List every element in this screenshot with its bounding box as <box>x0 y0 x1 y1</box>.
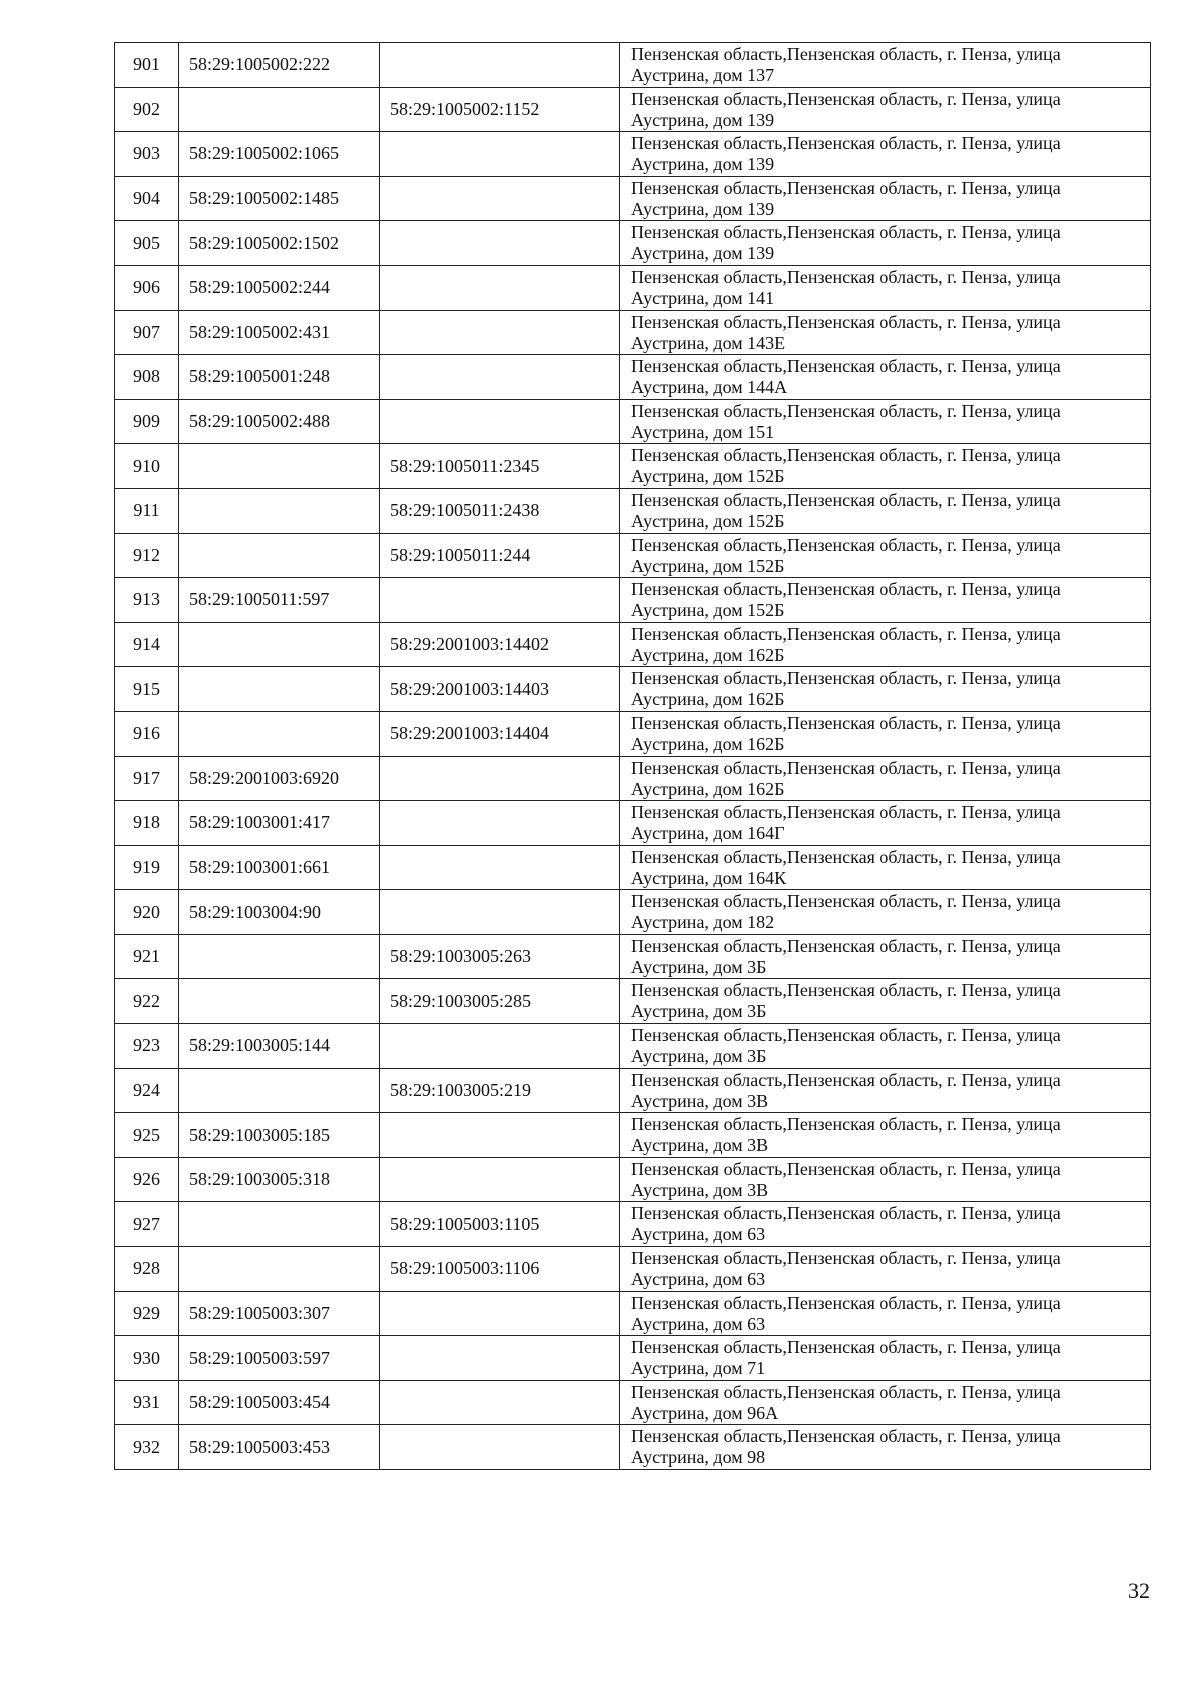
row-number-cell: 921 <box>115 934 179 979</box>
object-cadastral-cell <box>380 265 620 310</box>
address-line-2: Аустрина, дом 152Б <box>631 510 785 531</box>
table-row <box>115 801 1151 846</box>
address-line-1: Пензенская область,Пензенская область, г. Пенза, улица <box>631 400 1061 421</box>
land-cadastral-cell: 58:29:2001003:6920 <box>179 756 380 801</box>
address-cell <box>620 310 1151 355</box>
table-row <box>115 711 1151 756</box>
row-number-cell: 910 <box>115 444 179 489</box>
address-line-1: Пензенская область,Пензенская область, г. Пенза, улица <box>631 222 1061 243</box>
address-line-1: Пензенская область,Пензенская область, г. Пенза, улица <box>631 668 1061 689</box>
land-cadastral-cell <box>179 711 380 756</box>
object-cadastral-cell <box>380 1113 620 1158</box>
address-line-2: Аустрина, дом 144А <box>631 377 788 398</box>
address-line-1: Пензенская область,Пензенская область, г. Пенза, улица <box>631 445 1061 466</box>
object-cadastral-cell: 58:29:1003005:219 <box>380 1068 620 1113</box>
row-number-cell: 905 <box>115 221 179 266</box>
land-cadastral-cell <box>179 979 380 1024</box>
table-row <box>115 756 1151 801</box>
address-line-2: Аустрина, дом 141 <box>631 287 775 308</box>
address-cell <box>620 756 1151 801</box>
address-cell <box>620 1202 1151 1247</box>
land-cadastral-cell: 58:29:1005002:1502 <box>179 221 380 266</box>
table-row <box>115 1113 1151 1158</box>
object-cadastral-cell: 58:29:1005011:2438 <box>380 488 620 533</box>
address-cell <box>620 43 1151 88</box>
address-line-1: Пензенская область,Пензенская область, г. Пенза, улица <box>631 266 1061 287</box>
table-row <box>115 1202 1151 1247</box>
address-cell <box>620 1068 1151 1113</box>
object-cadastral-cell <box>380 1291 620 1336</box>
address-cell <box>620 1247 1151 1292</box>
row-number-cell: 924 <box>115 1068 179 1113</box>
row-number-cell: 917 <box>115 756 179 801</box>
land-cadastral-cell: 58:29:1003005:144 <box>179 1024 380 1069</box>
address-line-1: Пензенская область,Пензенская область, г. Пенза, улица <box>631 1337 1061 1358</box>
address-line-1: Пензенская область,Пензенская область, г. Пенза, улица <box>631 802 1061 823</box>
row-number-cell: 902 <box>115 87 179 132</box>
address-line-1: Пензенская область,Пензенская область, г. Пенза, улица <box>631 88 1061 109</box>
land-cadastral-cell: 58:29:1005003:307 <box>179 1291 380 1336</box>
table-row <box>115 399 1151 444</box>
row-number-cell: 911 <box>115 488 179 533</box>
land-cadastral-cell: 58:29:1005002:1065 <box>179 132 380 177</box>
land-cadastral-cell <box>179 533 380 578</box>
land-cadastral-cell <box>179 1202 380 1247</box>
land-cadastral-cell: 58:29:1005002:222 <box>179 43 380 88</box>
table-row <box>115 1024 1151 1069</box>
object-cadastral-cell <box>380 890 620 935</box>
page-number: 32 <box>1128 1578 1150 1603</box>
object-cadastral-cell <box>380 1336 620 1381</box>
table-row <box>115 578 1151 623</box>
object-cadastral-cell <box>380 310 620 355</box>
address-cell <box>620 1024 1151 1069</box>
address-cell <box>620 667 1151 712</box>
object-cadastral-cell: 58:29:1005011:2345 <box>380 444 620 489</box>
address-cell <box>620 221 1151 266</box>
address-cell <box>620 890 1151 935</box>
address-cell <box>620 132 1151 177</box>
row-number-cell: 908 <box>115 355 179 400</box>
row-number-cell: 929 <box>115 1291 179 1336</box>
object-cadastral-cell <box>380 1157 620 1202</box>
address-cell <box>620 622 1151 667</box>
address-line-1: Пензенская область,Пензенская область, г. Пенза, улица <box>631 133 1061 154</box>
table-row <box>115 622 1151 667</box>
table-row <box>115 1157 1151 1202</box>
address-line-2: Аустрина, дом 63 <box>631 1269 766 1290</box>
address-cell <box>620 979 1151 1024</box>
address-line-2: Аустрина, дом 162Б <box>631 778 785 799</box>
address-line-1: Пензенская область,Пензенская область, г. Пенза, улица <box>631 757 1061 778</box>
table-row <box>115 1068 1151 1113</box>
address-line-1: Пензенская область,Пензенская область, г. Пенза, улица <box>631 489 1061 510</box>
row-number-cell: 923 <box>115 1024 179 1069</box>
address-line-2: Аустрина, дом 151 <box>631 421 775 442</box>
address-line-2: Аустрина, дом 162Б <box>631 644 785 665</box>
table-row <box>115 1425 1151 1470</box>
address-line-2: Аустрина, дом 152Б <box>631 466 785 487</box>
row-number-cell: 912 <box>115 533 179 578</box>
address-line-1: Пензенская область,Пензенская область, г. Пенза, улица <box>631 1069 1061 1090</box>
table-body <box>115 43 1151 1470</box>
row-number-cell: 914 <box>115 622 179 667</box>
object-cadastral-cell: 58:29:1003005:285 <box>380 979 620 1024</box>
address-cell <box>620 845 1151 890</box>
land-cadastral-cell: 58:29:1003001:661 <box>179 845 380 890</box>
object-cadastral-cell: 58:29:1005003:1105 <box>380 1202 620 1247</box>
row-number-cell: 915 <box>115 667 179 712</box>
land-cadastral-cell <box>179 1247 380 1292</box>
land-cadastral-cell: 58:29:1005002:488 <box>179 399 380 444</box>
address-cell <box>620 533 1151 578</box>
land-cadastral-cell <box>179 934 380 979</box>
address-line-2: Аустрина, дом 71 <box>631 1358 766 1379</box>
object-cadastral-cell: 58:29:2001003:14404 <box>380 711 620 756</box>
land-cadastral-cell: 58:29:1005003:597 <box>179 1336 380 1381</box>
address-cell <box>620 399 1151 444</box>
address-line-2: Аустрина, дом 162Б <box>631 733 785 754</box>
row-number-cell: 920 <box>115 890 179 935</box>
address-line-2: Аустрина, дом 63 <box>631 1224 766 1245</box>
address-cell <box>620 1336 1151 1381</box>
object-cadastral-cell: 58:29:1003005:263 <box>380 934 620 979</box>
land-cadastral-cell: 58:29:1005002:431 <box>179 310 380 355</box>
address-line-1: Пензенская область,Пензенская область, г. Пенза, улица <box>631 846 1061 867</box>
address-cell <box>620 711 1151 756</box>
row-number-cell: 906 <box>115 265 179 310</box>
object-cadastral-cell: 58:29:1005003:1106 <box>380 1247 620 1292</box>
object-cadastral-cell <box>380 1024 620 1069</box>
address-cell <box>620 488 1151 533</box>
address-line-2: Аустрина, дом 3Б <box>631 956 767 977</box>
table-row <box>115 221 1151 266</box>
object-cadastral-cell: 58:29:2001003:14403 <box>380 667 620 712</box>
table-row <box>115 265 1151 310</box>
land-cadastral-cell: 58:29:1003001:417 <box>179 801 380 846</box>
table-row <box>115 444 1151 489</box>
row-number-cell: 916 <box>115 711 179 756</box>
object-cadastral-cell <box>380 756 620 801</box>
object-cadastral-cell: 58:29:1005002:1152 <box>380 87 620 132</box>
address-line-1: Пензенская область,Пензенская область, г. Пенза, улица <box>631 1203 1061 1224</box>
address-line-2: Аустрина, дом 3В <box>631 1135 769 1156</box>
land-cadastral-cell: 58:29:1005001:248 <box>179 355 380 400</box>
address-line-1: Пензенская область,Пензенская область, г. Пенза, улица <box>631 1426 1061 1447</box>
land-cadastral-cell: 58:29:1005002:244 <box>179 265 380 310</box>
address-line-2: Аустрина, дом 139 <box>631 109 775 130</box>
land-cadastral-cell <box>179 667 380 712</box>
address-line-2: Аустрина, дом 139 <box>631 243 775 264</box>
address-line-2: Аустрина, дом 139 <box>631 154 775 175</box>
address-line-2: Аустрина, дом 137 <box>631 65 775 85</box>
row-number-cell: 913 <box>115 578 179 623</box>
address-line-2: Аустрина, дом 152Б <box>631 600 785 621</box>
address-line-1: Пензенская область,Пензенская область, г. Пенза, улица <box>631 980 1061 1001</box>
address-line-1: Пензенская область,Пензенская область, г. Пенза, улица <box>631 534 1061 555</box>
land-cadastral-cell: 58:29:1003005:185 <box>179 1113 380 1158</box>
table-row <box>115 355 1151 400</box>
table-row <box>115 979 1151 1024</box>
row-number-cell: 928 <box>115 1247 179 1292</box>
address-cell <box>620 265 1151 310</box>
row-number-cell: 901 <box>115 43 179 88</box>
land-cadastral-cell: 58:29:1003005:318 <box>179 1157 380 1202</box>
object-cadastral-cell <box>380 801 620 846</box>
land-cadastral-cell <box>179 622 380 667</box>
row-number-cell: 925 <box>115 1113 179 1158</box>
table-row <box>115 934 1151 979</box>
address-cell <box>620 1291 1151 1336</box>
land-cadastral-cell: 58:29:1005003:454 <box>179 1380 380 1425</box>
row-number-cell: 903 <box>115 132 179 177</box>
table-row <box>115 890 1151 935</box>
row-number-cell: 926 <box>115 1157 179 1202</box>
address-line-1: Пензенская область,Пензенская область, г. Пенза, улица <box>631 623 1061 644</box>
land-cadastral-cell <box>179 87 380 132</box>
address-line-1: Пензенская область,Пензенская область, г. Пенза, улица <box>631 579 1061 600</box>
address-cell <box>620 934 1151 979</box>
object-cadastral-cell <box>380 845 620 890</box>
address-line-2: Аустрина, дом 96А <box>631 1402 779 1423</box>
row-number-cell: 927 <box>115 1202 179 1247</box>
address-line-2: Аустрина, дом 164К <box>631 867 787 888</box>
row-number-cell: 922 <box>115 979 179 1024</box>
address-cell <box>620 1425 1151 1470</box>
address-line-1: Пензенская область,Пензенская область, г. Пенза, улица <box>631 1114 1061 1135</box>
land-cadastral-cell <box>179 1068 380 1113</box>
object-cadastral-cell <box>380 399 620 444</box>
row-number-cell: 907 <box>115 310 179 355</box>
object-cadastral-cell <box>380 355 620 400</box>
object-cadastral-cell: 58:29:1005011:244 <box>380 533 620 578</box>
address-cell <box>620 87 1151 132</box>
row-number-cell: 904 <box>115 176 179 221</box>
address-line-2: Аустрина, дом 162Б <box>631 689 785 710</box>
address-line-2: Аустрина, дом 3В <box>631 1179 769 1200</box>
address-line-2: Аустрина, дом 143Е <box>631 332 786 353</box>
address-cell <box>620 176 1151 221</box>
object-cadastral-cell <box>380 132 620 177</box>
address-line-1: Пензенская область,Пензенская область, г. Пенза, улица <box>631 935 1061 956</box>
address-line-1: Пензенская область,Пензенская область, г. Пенза, улица <box>631 1292 1061 1313</box>
table-row <box>115 533 1151 578</box>
row-number-cell: 930 <box>115 1336 179 1381</box>
table-row <box>115 1247 1151 1292</box>
address-line-1: Пензенская область,Пензенская область, г. Пенза, улица <box>631 712 1061 733</box>
row-number-cell: 931 <box>115 1380 179 1425</box>
table-row <box>115 1336 1151 1381</box>
land-cadastral-cell <box>179 488 380 533</box>
address-line-2: Аустрина, дом 3Б <box>631 1001 767 1022</box>
row-number-cell: 932 <box>115 1425 179 1470</box>
address-cell <box>620 355 1151 400</box>
address-line-2: Аустрина, дом 182 <box>631 912 775 933</box>
address-line-1: Пензенская область,Пензенская область, г. Пенза, улица <box>631 1025 1061 1046</box>
address-cell <box>620 801 1151 846</box>
object-cadastral-cell <box>380 1380 620 1425</box>
object-cadastral-cell <box>380 43 620 88</box>
address-cell <box>620 1113 1151 1158</box>
address-line-1: Пензенская область,Пензенская область, г. Пенза, улица <box>631 44 1061 64</box>
address-cell <box>620 1380 1151 1425</box>
address-line-2: Аустрина, дом 3В <box>631 1090 769 1111</box>
address-line-2: Аустрина, дом 63 <box>631 1313 766 1334</box>
table-row <box>115 667 1151 712</box>
address-line-1: Пензенская область,Пензенская область, г. Пенза, улица <box>631 311 1061 332</box>
land-cadastral-cell: 58:29:1005011:597 <box>179 578 380 623</box>
object-cadastral-cell <box>380 221 620 266</box>
row-number-cell: 919 <box>115 845 179 890</box>
table-row <box>115 87 1151 132</box>
object-cadastral-cell: 58:29:2001003:14402 <box>380 622 620 667</box>
table-row <box>115 1380 1151 1425</box>
table-row <box>115 1291 1151 1336</box>
address-line-1: Пензенская область,Пензенская область, г. Пенза, улица <box>631 356 1061 377</box>
table-row <box>115 310 1151 355</box>
address-cell <box>620 444 1151 489</box>
row-number-cell: 909 <box>115 399 179 444</box>
address-line-2: Аустрина, дом 139 <box>631 198 775 219</box>
table-row <box>115 845 1151 890</box>
object-cadastral-cell <box>380 1425 620 1470</box>
address-line-2: Аустрина, дом 98 <box>631 1447 766 1468</box>
address-line-2: Аустрина, дом 152Б <box>631 555 785 576</box>
address-line-1: Пензенская область,Пензенская область, г. Пенза, улица <box>631 1248 1061 1269</box>
table-row <box>115 43 1151 88</box>
land-cadastral-cell: 58:29:1005003:453 <box>179 1425 380 1470</box>
address-line-2: Аустрина, дом 3Б <box>631 1046 767 1067</box>
land-cadastral-cell: 58:29:1005002:1485 <box>179 176 380 221</box>
land-cadastral-cell: 58:29:1003004:90 <box>179 890 380 935</box>
row-number-cell: 918 <box>115 801 179 846</box>
address-line-1: Пензенская область,Пензенская область, г. Пенза, улица <box>631 891 1061 912</box>
table-row <box>115 488 1151 533</box>
table-row <box>115 132 1151 177</box>
object-cadastral-cell <box>380 176 620 221</box>
address-cell <box>620 1157 1151 1202</box>
object-cadastral-cell <box>380 578 620 623</box>
address-line-1: Пензенская область,Пензенская область, г. Пенза, улица <box>631 177 1061 198</box>
address-line-1: Пензенская область,Пензенская область, г. Пенза, улица <box>631 1158 1061 1179</box>
address-line-2: Аустрина, дом 164Г <box>631 823 785 844</box>
table-row <box>115 176 1151 221</box>
address-line-1: Пензенская область,Пензенская область, г. Пенза, улица <box>631 1381 1061 1402</box>
registry-table <box>114 42 1151 1470</box>
land-cadastral-cell <box>179 444 380 489</box>
address-cell <box>620 578 1151 623</box>
